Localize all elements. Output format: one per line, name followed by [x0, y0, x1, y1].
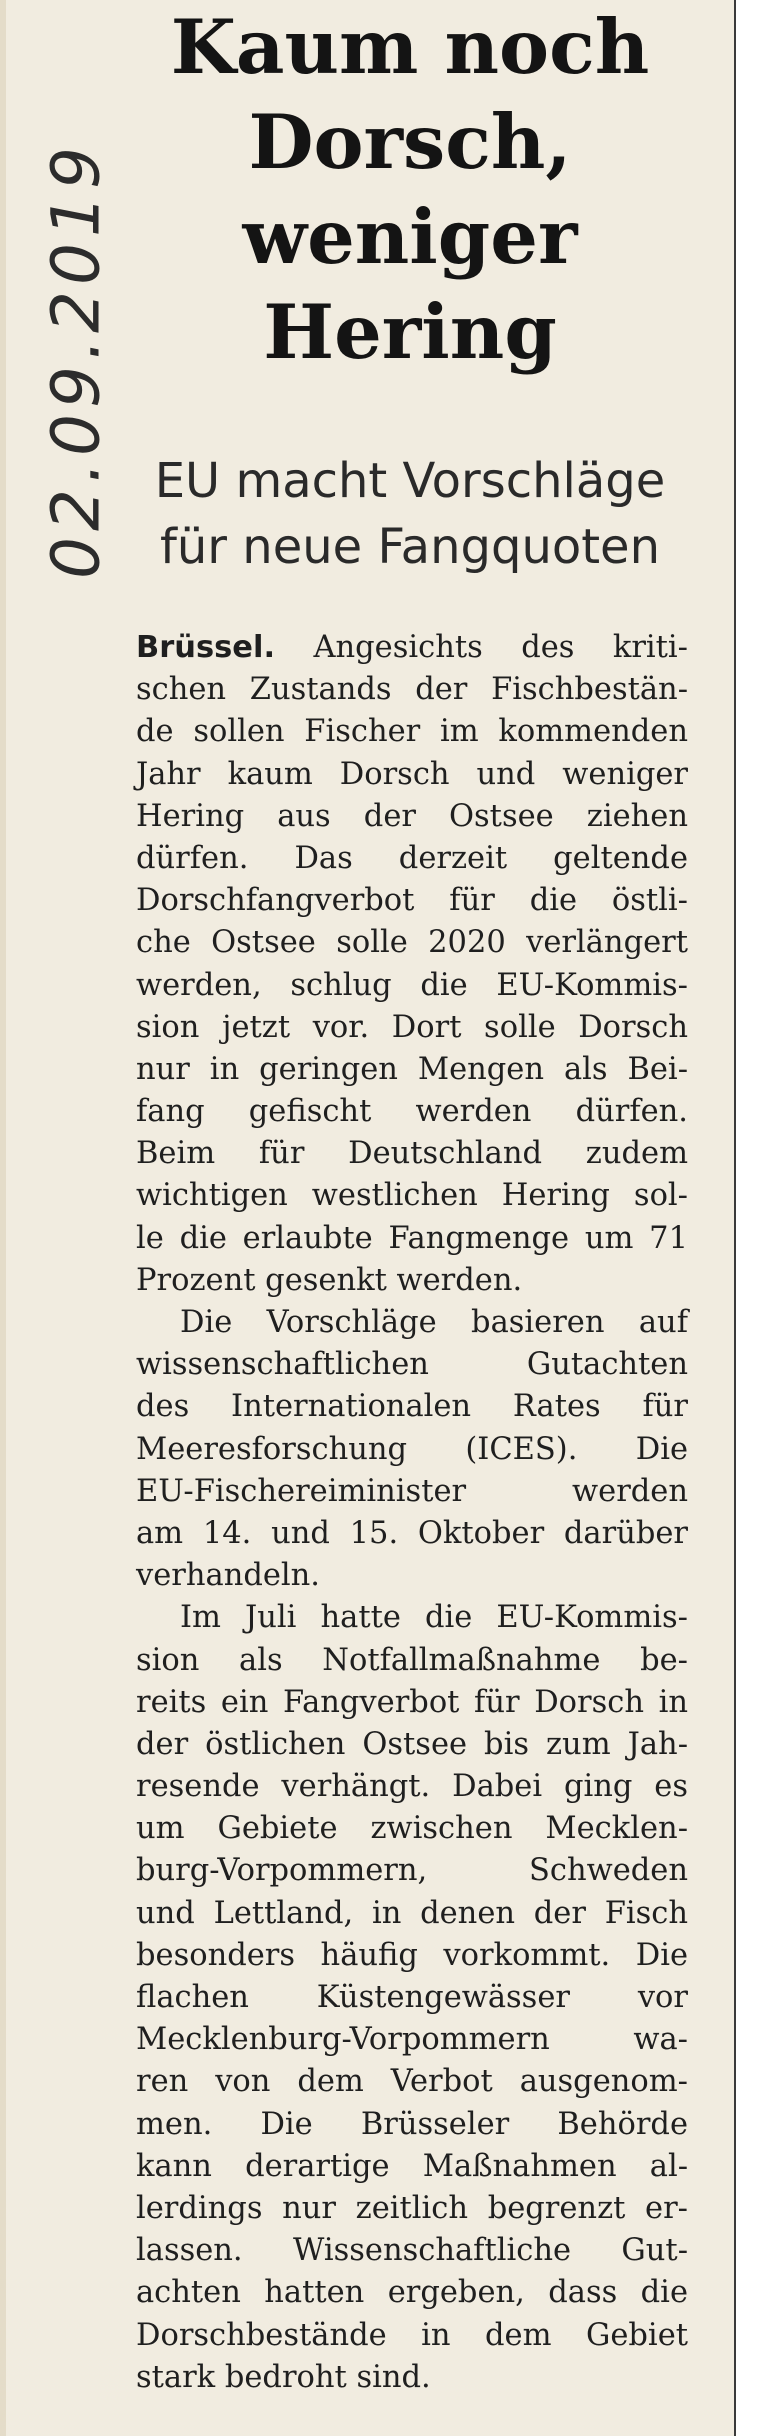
article-line: Jahr kaum Dorsch und weniger — [136, 756, 688, 792]
article-line: lassen. Wissenschaftliche Gut- — [136, 2233, 688, 2269]
headline-line: Dorsch, — [248, 98, 572, 186]
article-line: EU-Fischereiminister werden — [136, 1473, 688, 1509]
article-line: der östlichen Ostsee bis zum Jah- — [136, 1726, 688, 1762]
article-line: Im Juli hatte die EU-Kommis- — [180, 1600, 688, 1636]
headline-line: Hering — [263, 288, 557, 376]
article-line: ren von dem Verbot ausgenom- — [136, 2064, 688, 2100]
article-line: um Gebiete zwischen Mecklen- — [136, 1811, 688, 1847]
article-line: des Internationalen Rates für — [136, 1389, 688, 1425]
article-line: Beim für Deutschland zudem — [136, 1136, 688, 1172]
article-line: achten hatten ergeben, dass die — [136, 2275, 688, 2311]
article-line: und Lettland, in denen der Fisch — [136, 1895, 688, 1931]
headline — [130, 0, 690, 380]
article-line: Meeresforschung (ICES). Die — [136, 1431, 688, 1467]
headline-line: Kaum noch — [170, 3, 650, 91]
article-line — [136, 627, 688, 669]
article-line: che Ostsee solle 2020 verlängert — [136, 925, 688, 961]
article-line: le die erlaubte Fangmenge um 71 — [136, 1220, 688, 1256]
article-line: sion als Notfallmaßnahme be- — [136, 1642, 688, 1678]
article-line: Hering aus der Ostsee ziehen — [136, 798, 688, 834]
article-line: besonders häufig vorkommt. Die — [136, 1937, 688, 1973]
dateline: Brüssel. — [136, 630, 276, 665]
subheadline-line: EU macht Vorschläge — [154, 453, 666, 509]
article-line: men. Die Brüsseler Behörde — [136, 2106, 688, 2142]
article-line: wissenschaftlichen Gutachten — [136, 1347, 688, 1383]
article-line: sion jetzt vor. Dort solle Dorsch — [136, 1009, 688, 1045]
article-line: resende verhängt. Dabei ging es — [136, 1769, 688, 1805]
article-line: am 14. und 15. Oktober darüber — [136, 1515, 688, 1551]
article-line: nur in geringen Mengen als Bei- — [136, 1051, 688, 1087]
article-line: stark bedroht sind. — [136, 2359, 431, 2395]
article-line: reits ein Fangverbot für Dorsch in — [136, 1684, 688, 1720]
article-body — [136, 627, 688, 2399]
headline-line: weniger — [242, 193, 578, 281]
subheadline — [130, 448, 690, 580]
article-line: fang gefischt werden dürfen. — [136, 1094, 688, 1130]
article-line: kann derartige Maßnahmen al- — [136, 2148, 688, 2184]
article-line: Mecklenburg-Vorpommern wa- — [136, 2022, 688, 2058]
article-line: dürfen. Das derzeit geltende — [136, 840, 688, 876]
article-line: wichtigen westlichen Hering sol- — [136, 1178, 688, 1214]
paper-edge — [0, 0, 6, 2436]
article-line: flachen Küstengewässer vor — [136, 1980, 688, 2015]
article-line-text: Angesichts des kriti- — [313, 630, 688, 665]
article-line: schen Zustands der Fischbestän- — [136, 672, 688, 708]
subheadline-line: für neue Fangquoten — [159, 519, 660, 575]
handwritten-date: 02.09.2019 — [37, 141, 115, 579]
article-line: werden, schlug die EU-Kommis- — [136, 967, 688, 1003]
article-line: Prozent gesenkt werden. — [136, 1262, 523, 1298]
article-line: Die Vorschläge basieren auf — [180, 1305, 688, 1340]
article-line: Dorschfangverbot für die östli- — [136, 883, 688, 919]
article-line: de sollen Fischer im kommenden — [136, 714, 688, 750]
article-line: verhandeln. — [136, 1558, 320, 1594]
article-line: lerdings nur zeitlich begrenzt er- — [136, 2190, 688, 2226]
article-line: Dorschbestände in dem Gebiet — [136, 2317, 688, 2353]
article-line: burg-Vorpommern, Schweden — [136, 1853, 688, 1889]
